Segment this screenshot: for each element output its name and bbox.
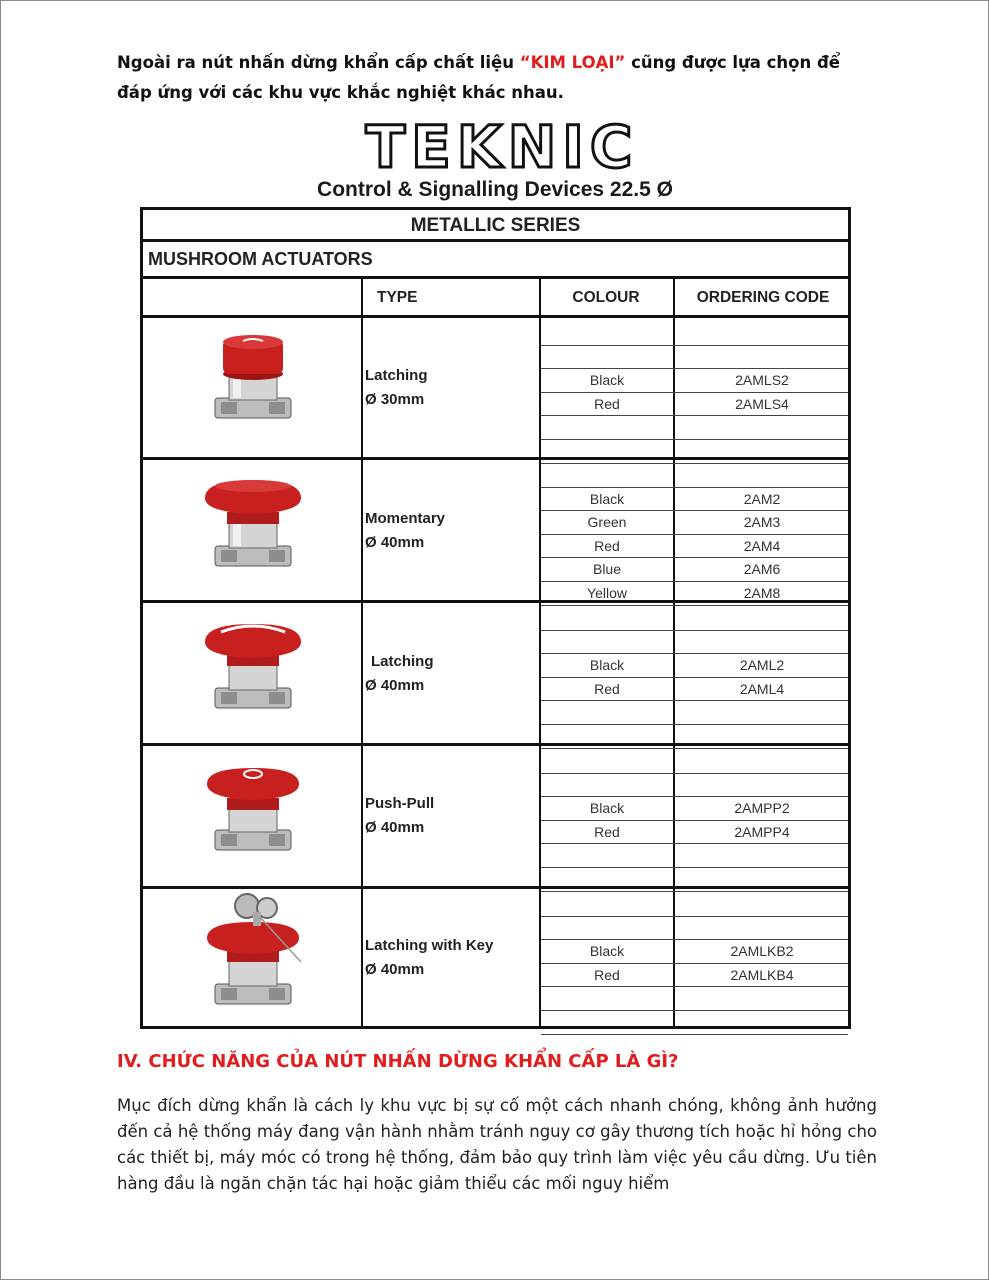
type-name: Momentary [365, 510, 446, 527]
ordering-code-cell: 2AMPP2 [734, 800, 790, 817]
ordering-code-cell: 2AMLS2 [735, 372, 789, 389]
intro-highlight: “KIM LOẠI” [519, 53, 626, 72]
type-label-latching-30 [365, 364, 428, 412]
type-name: Latching [371, 653, 434, 670]
ordering-code-cell [675, 701, 849, 724]
ordering-code-cell [675, 774, 849, 797]
ordering-code-cell [675, 725, 849, 748]
colour-cell: Black [589, 490, 625, 507]
ordering-code-cell: 2AM8 [743, 585, 781, 601]
ordering-code-cell [675, 917, 849, 940]
colour-cell: Black [589, 657, 625, 674]
ordering-code-cell: 2AM2 [743, 490, 781, 507]
colour-cell [541, 464, 673, 487]
colour-cell: Red [594, 680, 620, 697]
type-label-momentary-40 [365, 507, 445, 555]
colour-cell: Red [594, 966, 620, 983]
ordering-code-cell [675, 844, 849, 867]
catalog-subtitle: Control & Signalling Devices 22.5 Ø [317, 178, 673, 201]
colour-cell [541, 416, 673, 439]
intro-paragraph [117, 48, 877, 108]
colour-cell [541, 346, 673, 369]
type-name: Push-Pull [365, 795, 435, 812]
ordering-code-cell: 2AM6 [743, 561, 781, 578]
row-divider [541, 605, 848, 606]
type-size: Ø 40mm [365, 534, 425, 551]
colour-cell [541, 440, 673, 463]
ordering-code-cell [675, 987, 849, 1010]
colour-cell: Red [594, 537, 620, 554]
teknic-logo [362, 112, 642, 182]
type-size: Ø 40mm [365, 961, 425, 978]
colour-cell [541, 701, 673, 724]
row-divider [541, 748, 848, 749]
divider [143, 315, 848, 318]
colour-cell: Red [594, 823, 620, 840]
ordering-code-cell [675, 440, 849, 463]
colour-cell: Red [594, 395, 620, 412]
ordering-code-cell: 2AM4 [743, 537, 781, 554]
colour-cell [541, 322, 673, 345]
colour-cell [541, 750, 673, 773]
type-size: Ø 40mm [365, 819, 425, 836]
ordering-code-cell [675, 464, 849, 487]
mushroom-button-push-pull-icon [199, 758, 307, 862]
type-label-latching-40 [365, 650, 434, 698]
row-divider [541, 1034, 848, 1035]
ordering-code-cell [675, 868, 849, 891]
column-header-ordering-code: ORDERING CODE [696, 289, 830, 306]
catalog-table [140, 207, 851, 1029]
colour-cell [541, 917, 673, 940]
column-header-type: TYPE [377, 289, 418, 306]
mushroom-button-30-icon [203, 328, 303, 428]
ordering-code-cell [675, 1011, 849, 1034]
colour-cell [541, 1011, 673, 1034]
ordering-code-cell: 2AM3 [743, 514, 781, 531]
ordering-code-cell [675, 750, 849, 773]
colour-cell [541, 893, 673, 916]
ordering-code-cell [675, 607, 849, 630]
ordering-code-cell [675, 416, 849, 439]
ordering-code-cell: 2AML4 [739, 680, 785, 697]
ordering-code-cell [675, 322, 849, 345]
column-header-colour: COLOUR [572, 289, 640, 306]
colour-cell: Blue [592, 561, 622, 578]
divider [143, 276, 848, 279]
colour-cell [541, 631, 673, 654]
colour-cell [541, 725, 673, 748]
colour-cell [541, 868, 673, 891]
intro-text-after: cũng được lựa chọn để đáp ứng với các khu vực khắc nghiệt khác nhau. [117, 53, 840, 102]
ordering-code-cell [675, 893, 849, 916]
colour-cell: Yellow [587, 585, 627, 601]
type-name: Latching [365, 367, 428, 384]
colour-cell [541, 987, 673, 1010]
column-divider [361, 279, 363, 1026]
colour-cell: Black [589, 943, 625, 960]
type-label-latching-key-40 [365, 934, 493, 982]
colour-cell [541, 774, 673, 797]
ordering-code-cell: 2AMLS4 [735, 395, 789, 412]
teknic-logo-text: TEKNIC [365, 113, 639, 181]
type-size: Ø 30mm [365, 391, 425, 408]
series-header: METALLIC SERIES [410, 215, 581, 236]
ordering-code-cell [675, 631, 849, 654]
colour-cell: Green [587, 514, 627, 531]
mushroom-button-latching-40-icon [197, 614, 309, 718]
row-divider [541, 891, 848, 892]
section-heading: IV. CHỨC NĂNG CỦA NÚT NHẤN DỪNG KHẨN CẤP LÀ GÌ? [117, 1051, 679, 1072]
type-label-push-pull-40 [365, 792, 434, 840]
section-paragraph: Mục đích dừng khẩn là cách ly khu vực bị sự cố một cách nhanh chóng, không ảnh hưởng đến cả hệ thống máy đang vận hành nhằm tránh nguy cơ gây thương tích hoặc hỉ hỏng cho các thiết bị, máy móc có trong hệ thống, đảm bảo quy trình làm việc yêu cầu dừng. Ưu tiên hàng đầu là ngăn chặn tác hại hoặc giảm thiểu các mối nguy hiểm [117, 1096, 877, 1193]
ordering-code-cell: 2AML2 [739, 657, 785, 674]
colour-cell [541, 844, 673, 867]
ordering-code-cell [675, 346, 849, 369]
intro-text-before: Ngoài ra nút nhấn dừng khẩn cấp chất liệu [117, 53, 520, 72]
type-size: Ø 40mm [365, 677, 425, 694]
colour-cell: Black [589, 800, 625, 817]
ordering-code-cell: 2AMLKB2 [730, 943, 794, 960]
colour-cell [541, 607, 673, 630]
ordering-code-cell: 2AMPP4 [734, 823, 790, 840]
ordering-code-cell: 2AMLKB4 [730, 966, 794, 983]
mushroom-button-momentary-icon [197, 472, 309, 576]
colour-cell: Black [589, 372, 625, 389]
mushroom-button-key-icon [197, 890, 317, 1015]
type-name: Latching with Key [365, 937, 494, 954]
category-header: MUSHROOM ACTUATORS [148, 249, 373, 269]
